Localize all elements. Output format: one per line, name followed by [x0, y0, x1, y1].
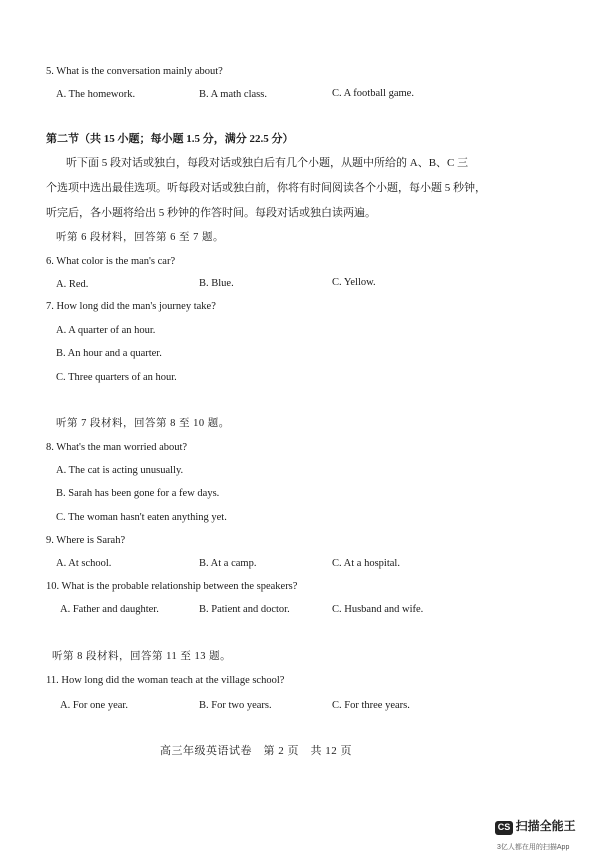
- page-footer: 高三年级英语试卷 第 2 页 共 12 页: [160, 745, 352, 757]
- question-7: 7. How long did the man's journey take?: [46, 301, 216, 312]
- q11-option-a: A. For one year.: [60, 700, 128, 711]
- question-9: 9. Where is Sarah?: [46, 535, 126, 546]
- material-7-heading: 听第 7 段材料，回答第 8 至 10 题。: [56, 418, 230, 429]
- q10-option-b: B. Patient and doctor.: [199, 604, 290, 615]
- q11-option-b: B. For two years.: [199, 700, 272, 711]
- q7-option-a: A. A quarter of an hour.: [56, 325, 156, 336]
- q9-option-c: C. At a hospital.: [332, 558, 400, 569]
- camscanner-brand: 扫描全能王: [515, 819, 576, 833]
- q7-option-c: C. Three quarters of an hour.: [56, 372, 177, 383]
- scanner-watermark: [495, 819, 576, 835]
- camscanner-tagline: 3亿人都在用的扫描App: [497, 844, 570, 851]
- q6-option-b: B. Blue.: [199, 278, 234, 289]
- q6-option-a: A. Red.: [56, 279, 89, 290]
- q9-option-a: A. At school.: [56, 558, 112, 569]
- q5-option-a: A. The homework.: [56, 89, 136, 100]
- q10-option-c: C. Husband and wife.: [332, 604, 424, 615]
- q11-option-c: C. For three years.: [332, 700, 410, 711]
- q8-option-c: C. The woman hasn't eaten anything yet.: [56, 512, 227, 523]
- section-2-instruction-line-1: 听下面 5 段对话或独白，每段对话或独白后有几个小题，从题中所给的 A、B、C 三: [66, 157, 469, 169]
- question-8: 8. What's the man worried about?: [46, 442, 188, 453]
- question-5: 5. What is the conversation mainly about?: [46, 66, 223, 77]
- q6-option-c: C. Yellow.: [332, 277, 376, 288]
- material-6-heading: 听第 6 段材料，回答第 6 至 7 题。: [56, 232, 224, 243]
- q5-option-b: B. A math class.: [199, 89, 267, 100]
- q9-option-b: B. At a camp.: [199, 558, 257, 569]
- section-2-title: 第二节（共 15 小题；每小题 1.5 分，满分 22.5 分）: [46, 133, 294, 145]
- q8-option-b: B. Sarah has been gone for a few days.: [56, 488, 220, 499]
- section-2-instruction-line-2: 个选项中选出最佳选项。听每段对话或独白前，你将有时间阅读各个小题，每小题 5 秒钟，: [46, 182, 486, 194]
- question-6: 6. What color is the man's car?: [46, 256, 176, 267]
- section-2-instruction-line-3: 听完后，各小题将给出 5 秒钟的作答时间。每段对话或独白读两遍。: [46, 207, 376, 219]
- q8-option-a: A. The cat is acting unusually.: [56, 465, 184, 476]
- q7-option-b: B. An hour and a quarter.: [56, 348, 162, 359]
- material-8-heading: 听第 8 段材料，回答第 11 至 13 题。: [52, 651, 232, 662]
- question-11: 11. How long did the woman teach at the village school?: [46, 675, 285, 686]
- q5-option-c: C. A football game.: [332, 88, 414, 99]
- camscanner-logo-icon: CS: [495, 821, 513, 835]
- q10-option-a: A. Father and daughter.: [60, 604, 159, 615]
- question-10: 10. What is the probable relationship between the speakers?: [46, 581, 298, 592]
